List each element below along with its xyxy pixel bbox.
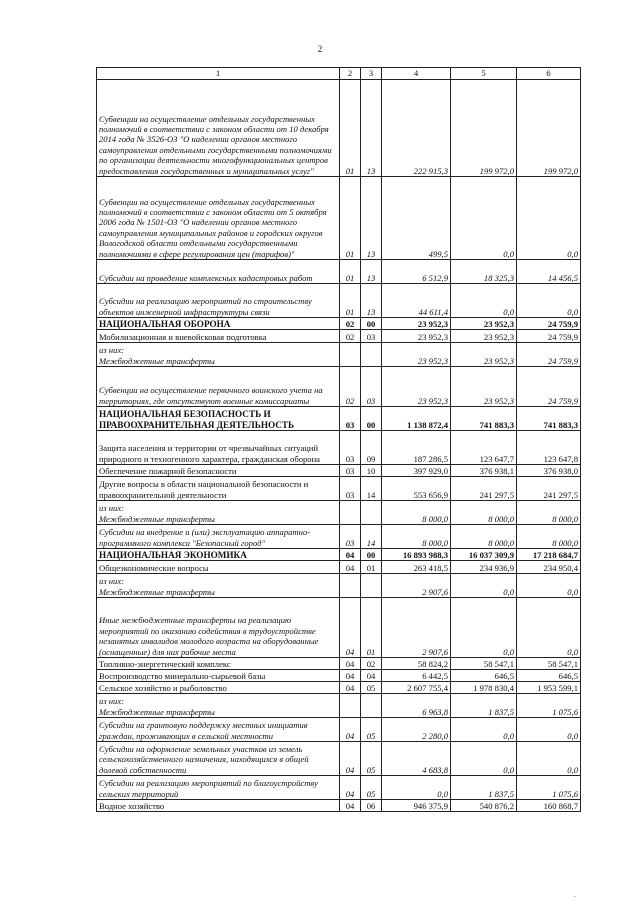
row-value-year3: 24 759,9 [517,318,581,330]
column-header: 1 [97,68,340,80]
row-value-year1: 44 611,4 [382,284,451,318]
table-row [97,800,581,812]
row-section-code: 04 [340,549,361,561]
row-section-code: 04 [340,742,361,776]
row-value-year2: 241 297,5 [451,477,517,501]
row-value-year1: 1 138 872,4 [382,407,451,431]
row-value-year2: 123 647,7 [451,431,517,465]
row-name-cell: Субвенции на осуществление первичного воинского учета на территориях, где отсутствуют военные комиссариаты [97,367,340,407]
row-name-cell: НАЦИОНАЛЬНАЯ БЕЗОПАСНОСТЬ И ПРАВООХРАНИТЕЛЬНАЯ ДЕЯТЕЛЬНОСТЬ [97,407,340,431]
row-value-year1: 2 607 755,4 [382,682,451,694]
row-subsection-code: 13 [361,177,382,260]
row-value-year3: 0,0 [517,284,581,318]
row-value-year3: 17 218 684,7 [517,549,581,561]
row-section-code: 01 [340,80,361,177]
table-row [97,177,581,260]
row-value-year3: 741 883,3 [517,407,581,431]
row-name-cell: НАЦИОНАЛЬНАЯ ЭКОНОМИКА [97,549,340,561]
table-row [97,330,581,343]
row-name-cell: Мобилизационная и вневойсковая подготовка [97,330,340,343]
row-value-year3: 1 075,6 [517,776,581,800]
row-subsection-code [361,694,382,718]
row-name-cell: из них: Межбюджетные трансферты [97,501,340,525]
row-section-code: 04 [340,776,361,800]
row-name-cell: Другие вопросы в области национальной безопасности и правоохранительной деятельности [97,477,340,501]
row-value-year1: 263 418,5 [382,561,451,574]
row-name-cell: Защита населения и территории от чрезвычайных ситуаций природного и техногенного характера, гражданская оборона [97,431,340,465]
row-subsection-code: 00 [361,407,382,431]
row-section-code: 04 [340,800,361,812]
row-value-year2: 540 876,2 [451,800,517,812]
table-row [97,407,581,431]
row-name-cell: Субвенции на осуществление отдельных государственных полномочий в соответствии с законом области от 10 декабря 2014 года № 3526-ОЗ "О наделении органов местного самоуправления отдельными государственными полномочиями по организации деятельности многофункциональных центров предоставления государственных и муниципальных услуг" [97,80,340,177]
table-row [97,318,581,330]
row-name-cell: Субсидии на грантовую поддержку местных инициатив граждан, проживающих в сельской местности [97,718,340,742]
row-value-year2: 376 938,1 [451,465,517,477]
row-value-year2: 646,5 [451,670,517,682]
row-value-year3: 24 759,9 [517,343,581,367]
row-section-code: 02 [340,318,361,330]
table-row [97,284,581,318]
row-value-year2: 23 952,3 [451,318,517,330]
table-row [97,776,581,800]
row-value-year2: 0,0 [451,177,517,260]
table-row [97,343,581,367]
row-value-year3: 160 868,7 [517,800,581,812]
table-row [97,431,581,465]
row-value-year1: 6 963,8 [382,694,451,718]
row-name-cell: Субсидии на реализацию мероприятий по благоустройству сельских территорий [97,776,340,800]
row-value-year3: 1 953 599,1 [517,682,581,694]
row-subsection-code: 03 [361,367,382,407]
row-value-year2: 234 936,9 [451,561,517,574]
row-value-year2: 58 547,1 [451,658,517,670]
row-subsection-code: 09 [361,431,382,465]
row-value-year2: 1 837,5 [451,776,517,800]
scan-edge-mark: · [573,893,576,901]
row-value-year2: 0,0 [451,574,517,598]
row-subsection-code: 14 [361,477,382,501]
table-row [97,549,581,561]
row-value-year1: 499,5 [382,177,451,260]
row-value-year3: 14 456,5 [517,260,581,284]
row-section-code: 03 [340,477,361,501]
table-row [97,694,581,718]
row-name-cell: Субвенции на осуществление отдельных государственных полномочий в соответствии с законом области от 5 октября 2006 года № 1501-ОЗ "О наделении органов местного самоуправления муниципальных районов и городских округов Вологодской области отдельными государственными полномочиями в сфере регулирования цен (тарифов)" [97,177,340,260]
row-value-year2: 0,0 [451,742,517,776]
row-subsection-code: 05 [361,718,382,742]
row-subsection-code: 02 [361,658,382,670]
row-section-code: 04 [340,718,361,742]
row-value-year2: 741 883,3 [451,407,517,431]
row-section-code [340,501,361,525]
column-header: 2 [340,68,361,80]
table-row [97,682,581,694]
row-value-year2: 199 972,0 [451,80,517,177]
row-name-cell: из них: Межбюджетные трансферты [97,574,340,598]
row-subsection-code: 13 [361,260,382,284]
table-row [97,80,581,177]
row-name-cell: Иные межбюджетные трансферты на реализацию мероприятий по оказанию содействия в трудоустройстве незанятых инвалидов молодого возраста на оборудованные (оснащенные) для них рабочие места [97,598,340,658]
row-value-year1: 23 952,3 [382,343,451,367]
table-row [97,367,581,407]
row-value-year3: 0,0 [517,718,581,742]
column-header: 6 [517,68,581,80]
row-value-year3: 0,0 [517,574,581,598]
row-name-cell: Субсидии на проведение комплексных кадастровых работ [97,260,340,284]
row-subsection-code: 00 [361,549,382,561]
row-value-year3: 123 647,8 [517,431,581,465]
row-name-cell: Субсидии на внедрение и (или) эксплуатацию аппаратно-программного комплекса "Безопасный город" [97,525,340,549]
row-value-year3: 234 950,4 [517,561,581,574]
row-value-year3: 0,0 [517,177,581,260]
row-section-code: 03 [340,525,361,549]
row-subsection-code: 04 [361,670,382,682]
row-subsection-code: 13 [361,80,382,177]
row-subsection-code: 13 [361,284,382,318]
row-subsection-code: 05 [361,776,382,800]
table-row [97,561,581,574]
row-value-year2: 1 837,5 [451,694,517,718]
table-row [97,260,581,284]
row-section-code: 04 [340,561,361,574]
row-name-cell: Общеэкономические вопросы [97,561,340,574]
table-row [97,574,581,598]
row-value-year1: 23 952,3 [382,318,451,330]
table-row [97,658,581,670]
page-number: 2 [317,44,323,54]
row-section-code: 04 [340,670,361,682]
table-row [97,670,581,682]
row-subsection-code: 10 [361,465,382,477]
row-section-code: 01 [340,177,361,260]
row-name-cell: Водное хозяйство [97,800,340,812]
column-header: 4 [382,68,451,80]
row-value-year2: 0,0 [451,598,517,658]
row-value-year1: 23 952,3 [382,367,451,407]
row-value-year1: 8 000,0 [382,525,451,549]
row-value-year3: 241 297,5 [517,477,581,501]
row-value-year3: 199 972,0 [517,80,581,177]
row-value-year2: 16 037 309,9 [451,549,517,561]
table-row [97,465,581,477]
row-value-year1: 58 824,2 [382,658,451,670]
row-value-year2: 0,0 [451,284,517,318]
row-value-year1: 0,0 [382,776,451,800]
row-section-code: 03 [340,407,361,431]
row-value-year1: 222 915,3 [382,80,451,177]
row-value-year2: 23 952,3 [451,343,517,367]
row-subsection-code: 05 [361,742,382,776]
row-value-year3: 376 938,0 [517,465,581,477]
row-section-code [340,694,361,718]
row-section-code [340,574,361,598]
row-subsection-code [361,343,382,367]
table-row [97,525,581,549]
row-value-year1: 2 907,6 [382,598,451,658]
row-value-year2: 18 325,3 [451,260,517,284]
row-name-cell: Сельское хозяйство и рыболовство [97,682,340,694]
row-value-year1: 946 375,9 [382,800,451,812]
row-value-year2: 23 952,3 [451,330,517,343]
row-subsection-code: 03 [361,330,382,343]
table-row [97,718,581,742]
row-value-year1: 2 907,6 [382,574,451,598]
row-value-year1: 187 286,5 [382,431,451,465]
row-subsection-code [361,501,382,525]
row-subsection-code: 14 [361,525,382,549]
row-value-year1: 23 952,3 [382,330,451,343]
row-section-code: 02 [340,330,361,343]
row-value-year3: 58 547,1 [517,658,581,670]
row-section-code: 01 [340,284,361,318]
row-value-year3: 8 000,0 [517,525,581,549]
row-value-year1: 16 893 988,3 [382,549,451,561]
row-section-code: 04 [340,682,361,694]
row-value-year2: 8 000,0 [451,525,517,549]
row-subsection-code: 01 [361,561,382,574]
row-value-year3: 0,0 [517,742,581,776]
table-header-row [97,68,581,80]
row-value-year3: 24 759,9 [517,367,581,407]
row-value-year2: 23 952,3 [451,367,517,407]
row-value-year3: 1 075,6 [517,694,581,718]
row-name-cell: НАЦИОНАЛЬНАЯ ОБОРОНА [97,318,340,330]
table-row [97,477,581,501]
row-section-code: 03 [340,431,361,465]
row-name-cell: Обеспечение пожарной безопасности [97,465,340,477]
row-subsection-code: 05 [361,682,382,694]
row-value-year1: 6 512,9 [382,260,451,284]
budget-table [96,67,581,812]
row-value-year3: 646,5 [517,670,581,682]
row-subsection-code: 01 [361,598,382,658]
row-section-code: 01 [340,260,361,284]
row-section-code: 04 [340,598,361,658]
row-name-cell: Субсидии на оформление земельных участков из земель сельскохозяйственного назначения, находящихся в общей долевой собственности [97,742,340,776]
row-name-cell: Топливно-энергетический комплекс [97,658,340,670]
row-subsection-code: 00 [361,318,382,330]
table-body [97,80,581,812]
row-name-cell: из них: Межбюджетные трансферты [97,343,340,367]
row-value-year2: 0,0 [451,718,517,742]
row-value-year2: 1 978 830,4 [451,682,517,694]
row-value-year1: 397 929,0 [382,465,451,477]
column-header: 3 [361,68,382,80]
row-name-cell: Субсидии на реализацию мероприятий по строительству объектов инженерной инфраструктуры связи [97,284,340,318]
row-value-year3: 8 000,0 [517,501,581,525]
row-section-code: 02 [340,367,361,407]
table-row [97,742,581,776]
table-row [97,501,581,525]
row-value-year1: 2 280,0 [382,718,451,742]
row-section-code: 03 [340,465,361,477]
row-value-year1: 8 000,0 [382,501,451,525]
row-value-year3: 24 759,9 [517,330,581,343]
column-header: 5 [451,68,517,80]
row-name-cell: из них: Межбюджетные трансферты [97,694,340,718]
row-value-year2: 8 000,0 [451,501,517,525]
row-name-cell: Воспроизводство минерально-сырьевой базы [97,670,340,682]
row-value-year1: 4 683,8 [382,742,451,776]
table-row [97,598,581,658]
row-subsection-code [361,574,382,598]
row-section-code [340,343,361,367]
row-value-year1: 6 442,5 [382,670,451,682]
row-value-year3: 0,0 [517,598,581,658]
row-subsection-code: 06 [361,800,382,812]
row-section-code: 04 [340,658,361,670]
row-value-year1: 553 656,9 [382,477,451,501]
